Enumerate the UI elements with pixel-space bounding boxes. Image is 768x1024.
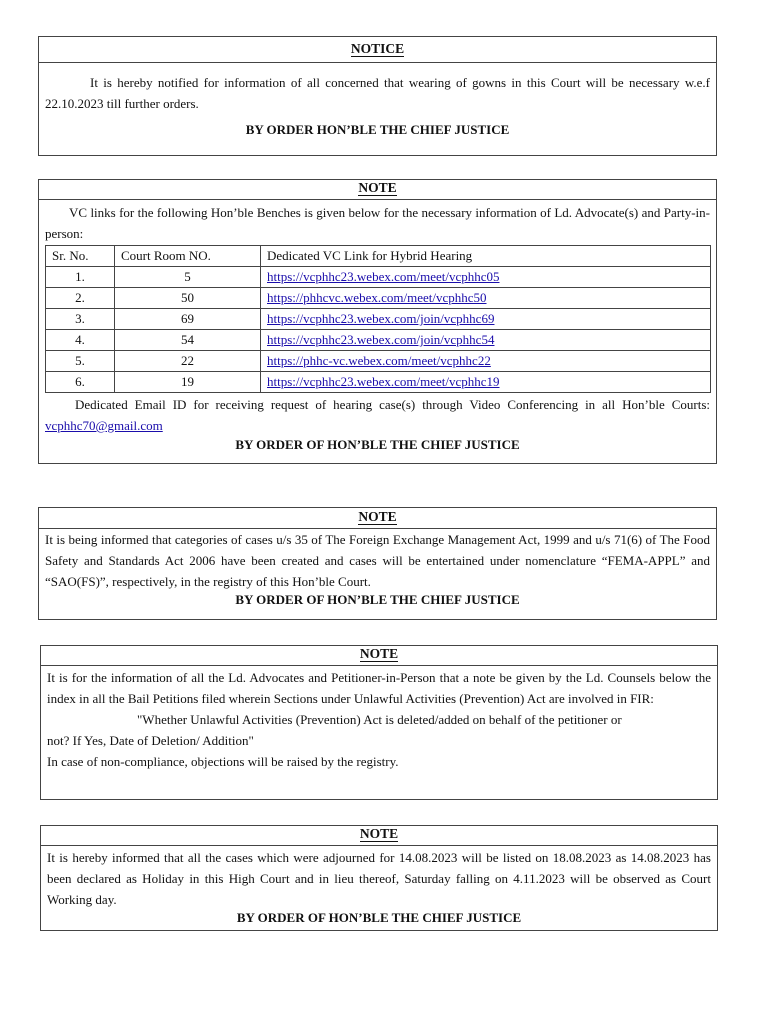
notice-order: BY ORDER HON’BLE THE CHIEF JUSTICE [245, 122, 510, 137]
vc-note-order: BY ORDER OF HON’BLE THE CHIEF JUSTICE [235, 437, 520, 452]
vc-link[interactable]: https://vcphhc23.webex.com/join/vcphhc54 [267, 332, 495, 347]
row-link-cell [261, 288, 711, 309]
vc-link[interactable]: https://phhc-vc.webex.com/meet/vcphhc22 [267, 353, 491, 368]
notice-text: It is hereby notified for information of all concerned that wearing of gowns in this Court will be necessary w.e.f 22.10.2023 till further orders. [45, 75, 710, 111]
row-room: 50 [115, 288, 261, 309]
vc-link[interactable]: https://phhcvc.webex.com/meet/vcphhc50 [267, 290, 487, 305]
notice-title: NOTICE [39, 37, 716, 63]
vc-links-note-box [38, 179, 717, 464]
notice-box [38, 36, 717, 156]
fema-note-title: NOTE [39, 508, 716, 529]
row-link-cell [261, 267, 711, 288]
table-row [46, 309, 711, 330]
fema-note-text: It is being informed that categories of cases u/s 35 of The Foreign Exchange Management Act, 1999 and u/s 71(6) of The Food Safety and Standards Act 2006 have been created and cases will be entertained under nomenclature “FEMA-APPL” and “SAO(FS)”, respectively, in the registry of this Hon’ble Court. [45, 532, 710, 589]
table-row [46, 330, 711, 351]
row-room: 19 [115, 372, 261, 393]
table-header-row [46, 246, 711, 267]
row-room: 69 [115, 309, 261, 330]
table-row [46, 351, 711, 372]
table-row [46, 288, 711, 309]
uapa-note-text: It is for the information of all the Ld. Advocates and Petitioner-in-Person that a note be given by the Ld. Counsels below the index in all the Bail Petitions filed wherein Sections under Unlawful Activities (Prevention) Act are involved in FIR: [47, 670, 711, 706]
row-link-cell [261, 309, 711, 330]
row-sr: 4. [46, 330, 115, 351]
uapa-closing: In case of non-compliance, objections will be raised by the registry. [47, 754, 399, 769]
table-row [46, 267, 711, 288]
email-link[interactable]: vcphhc70@gmail.com [45, 418, 163, 433]
vc-links-table [45, 245, 711, 393]
header-vc-link: Dedicated VC Link for Hybrid Hearing [261, 246, 711, 267]
row-link-cell [261, 351, 711, 372]
uapa-note-title: NOTE [41, 646, 717, 666]
vc-link[interactable]: https://vcphhc23.webex.com/meet/vcphhc05 [267, 269, 500, 284]
row-room: 5 [115, 267, 261, 288]
email-paragraph [39, 393, 716, 436]
header-sr-no: Sr. No. [46, 246, 115, 267]
vc-link[interactable]: https://vcphhc23.webex.com/join/vcphhc69 [267, 311, 495, 326]
uapa-note-box [40, 645, 718, 800]
email-text: Dedicated Email ID for receiving request of hearing case(s) through Video Conferencing in all Hon’ble Courts: [75, 397, 710, 412]
holiday-note-box [40, 825, 718, 931]
vc-note-intro: VC links for the following Hon’ble Benches is given below for the necessary information of Ld. Advocate(s) and Party-in-person: [45, 205, 710, 241]
vc-link[interactable]: https://vcphhc23.webex.com/meet/vcphhc19 [267, 374, 500, 389]
uapa-quote-line1: "Whether Unlawful Activities (Prevention) Act is deleted/added on behalf of the petitioner or [137, 712, 622, 727]
row-room: 22 [115, 351, 261, 372]
row-link-cell [261, 330, 711, 351]
row-sr: 5. [46, 351, 115, 372]
row-sr: 3. [46, 309, 115, 330]
fema-note-order: BY ORDER OF HON’BLE THE CHIEF JUSTICE [235, 592, 520, 607]
fema-note-box [38, 507, 717, 620]
uapa-quote-line2: not? If Yes, Date of Deletion/ Addition" [47, 733, 254, 748]
table-row [46, 372, 711, 393]
row-room: 54 [115, 330, 261, 351]
holiday-note-title: NOTE [41, 826, 717, 846]
row-link-cell [261, 372, 711, 393]
vc-note-title: NOTE [39, 180, 716, 200]
row-sr: 2. [46, 288, 115, 309]
holiday-note-text: It is hereby informed that all the cases which were adjourned for 14.08.2023 will be listed on 18.08.2023 as 14.08.2023 has been declared as Holiday in this High Court and in lieu thereof, Saturday falling on 4.11.2023 will be observed as Court Working day. [47, 850, 711, 907]
row-sr: 6. [46, 372, 115, 393]
row-sr: 1. [46, 267, 115, 288]
holiday-note-order: BY ORDER OF HON’BLE THE CHIEF JUSTICE [236, 910, 522, 925]
header-court-room: Court Room NO. [115, 246, 261, 267]
